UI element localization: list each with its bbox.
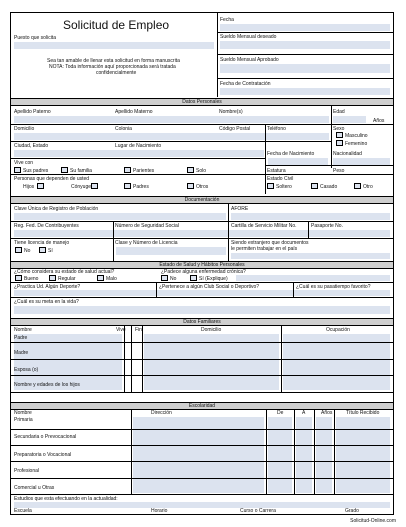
- divider: [294, 409, 295, 494]
- estudios-actuales-field[interactable]: [14, 502, 390, 508]
- colonia-label: Colonia: [115, 126, 132, 132]
- deporte-label: ¿Practica Ud. Algún Deporte?: [14, 284, 81, 290]
- extranjero-field[interactable]: [231, 253, 390, 259]
- divider: [131, 409, 132, 494]
- casado-label: Casado: [320, 184, 338, 190]
- clase-licencia-label: Clase y Número de Licencia: [115, 240, 178, 246]
- sueldo-deseado-label: Sueldo Mensual deseado: [220, 34, 277, 40]
- divider: [314, 409, 315, 494]
- divider: [217, 78, 393, 79]
- femenino-label: Femenino: [345, 141, 368, 147]
- divider: [11, 359, 393, 360]
- licencia-no-label: No: [24, 248, 31, 254]
- regular-checkbox[interactable]: [49, 275, 56, 281]
- note-line-1: Sea tan amable de llenar esta solicitud en forma manuscrita: [47, 58, 180, 64]
- padre-label: Padre: [14, 335, 28, 341]
- section-documentacion: Documentación: [11, 196, 393, 204]
- nacionalidad-label: Nacionalidad: [333, 151, 362, 157]
- divider: [113, 221, 114, 261]
- fam-fin-header: Fin: [135, 327, 142, 333]
- divider: [266, 409, 267, 494]
- conyuge-checkbox[interactable]: [91, 183, 98, 189]
- header-divider: [217, 13, 218, 97]
- divider: [265, 124, 266, 194]
- section-personales: Datos Personales: [11, 98, 393, 106]
- afore-label: AFORE: [231, 206, 249, 212]
- licencia-no-checkbox[interactable]: [15, 247, 22, 253]
- licencia-label: Tiene licencia de manejo: [14, 240, 70, 246]
- su-familia-label: Su familia: [70, 168, 92, 174]
- licencia-si-checkbox[interactable]: [39, 247, 46, 253]
- esc-anos-header: Años: [321, 410, 333, 416]
- sueldo-aprobado-label: Sueldo Mensual Aprobado: [220, 57, 279, 63]
- enfermedad-explique-field[interactable]: [236, 275, 390, 281]
- esposa-label: Esposa (o): [14, 367, 39, 373]
- sueldo-deseado-field[interactable]: [220, 41, 390, 49]
- curso-label: Curso o Carrera: [240, 508, 276, 514]
- club-label: ¿Pertenece a algún Club Social o Deportivo?: [159, 284, 260, 290]
- otro-checkbox[interactable]: [354, 183, 361, 189]
- apellido-paterno-label: Apellido Paterno: [14, 109, 51, 115]
- divider: [11, 461, 393, 462]
- section-escolaridad: Escolaridad: [11, 402, 393, 410]
- divider: [11, 124, 393, 125]
- fam-domicilio-header: Domicilio: [201, 327, 222, 333]
- fam-nombre-header: Nombre: [14, 327, 32, 333]
- enfermedad-no-label: No: [170, 276, 177, 282]
- estudios-actuales-label: Estudios que esta efectuando en la actualidad:: [14, 496, 118, 502]
- divider: [331, 106, 332, 168]
- comercial-label: Comercial u Otras: [14, 485, 55, 491]
- divider: [334, 409, 335, 494]
- telefono-label: Teléfono: [267, 126, 286, 132]
- otros-checkbox[interactable]: [187, 183, 194, 189]
- horario-label: Horario: [151, 508, 168, 514]
- esc-de-header: De: [277, 410, 284, 416]
- divider: [11, 141, 331, 142]
- estado-civil-label: Estado Civil: [267, 176, 294, 182]
- enfermedad-label: ¿Padece alguna enfermedad crónica?: [161, 269, 246, 275]
- enfermedad-si-checkbox[interactable]: [190, 275, 197, 281]
- domicilio-field[interactable]: [14, 133, 329, 140]
- deporte-club-field[interactable]: [14, 290, 390, 296]
- anos-label: Años: [373, 118, 385, 124]
- footer-site: Solicitud-Online.com: [350, 518, 396, 524]
- casado-checkbox[interactable]: [311, 183, 318, 189]
- soltero-checkbox[interactable]: [267, 183, 274, 189]
- malo-checkbox[interactable]: [97, 275, 104, 281]
- divider: [228, 221, 229, 261]
- divider: [11, 282, 393, 283]
- domicilio-label: Domicilio: [14, 126, 35, 132]
- masculino-label: Masculino: [345, 133, 368, 139]
- edad-label: Edad: [333, 109, 345, 115]
- nss-label: Número de Seguridad Social: [115, 223, 179, 229]
- hijos-checkbox[interactable]: [37, 183, 44, 189]
- curp-field[interactable]: [14, 213, 226, 220]
- puesto-label: Puesto que solicita: [14, 35, 56, 41]
- divider: [156, 282, 157, 297]
- enfermedad-no-checkbox[interactable]: [161, 275, 168, 281]
- fecha-contratacion-label: Fecha de Contratación: [220, 81, 271, 87]
- nombres-label: Nombre(s): [219, 109, 243, 115]
- fecha-label: Fecha: [220, 17, 234, 23]
- note-line-3: confidencialmente: [96, 70, 137, 76]
- divider: [265, 165, 393, 166]
- divider: [293, 282, 294, 297]
- lugar-nacimiento-label: Lugar de Nacimiento: [115, 143, 162, 149]
- hijos-label: Hijos: [23, 184, 35, 190]
- fam-vive-header: Vive: [116, 327, 126, 333]
- meta-label: ¿Cuál es su meta en la vida?: [14, 299, 79, 305]
- salud-actual-label: ¿Cómo considera su estado de salud actual?: [14, 269, 115, 275]
- divider: [11, 494, 393, 495]
- esc-nombre-header: Nombre: [14, 410, 32, 416]
- soltero-label: Soltero: [276, 184, 292, 190]
- nombre-completo-field[interactable]: [14, 116, 329, 123]
- divider: [217, 54, 393, 55]
- vive-con-label: Vive con: [14, 160, 34, 166]
- divider: [11, 221, 393, 222]
- divider: [11, 392, 393, 393]
- solo-checkbox[interactable]: [187, 167, 194, 173]
- parientes-label: Parientes: [133, 168, 155, 174]
- fecha-nacimiento-label: Fecha de Nacimiento: [267, 151, 315, 157]
- conyuge-label: Cónyuge: [71, 184, 92, 190]
- ciudad-label: Ciudad, Estado: [14, 143, 49, 149]
- preparatoria-label: Preparatoria o Vocacional: [14, 452, 72, 458]
- puesto-field[interactable]: [14, 42, 214, 49]
- pasaporte-label: Pasaporte No.: [311, 223, 343, 229]
- rfc-nss-field[interactable]: [14, 230, 390, 237]
- regular-label: Regular: [58, 276, 76, 282]
- parientes-checkbox[interactable]: [124, 167, 131, 173]
- meta-field[interactable]: [14, 306, 390, 314]
- clase-licencia-field[interactable]: [116, 247, 226, 255]
- nacionalidad-field[interactable]: [333, 158, 390, 165]
- edad-field[interactable]: [333, 116, 366, 123]
- cartilla-label: Cartilla de Servicio Militar No.: [231, 223, 297, 229]
- divider: [11, 478, 393, 479]
- grado-label: Grado: [345, 508, 359, 514]
- divider: [11, 238, 393, 239]
- femenino-checkbox[interactable]: [336, 140, 343, 146]
- primaria-label: Primaria: [14, 417, 33, 423]
- dependen-label: Personas que dependen de usted: [14, 176, 90, 182]
- secundaria-label: Secundaria o Prevocacional: [14, 434, 77, 440]
- esc-titulo-header: Título Recibido: [346, 410, 380, 416]
- peso-label: Peso: [333, 168, 345, 174]
- sueldo-aprobado-field[interactable]: [220, 64, 390, 73]
- divider: [11, 429, 393, 430]
- form-title: Solicitud de Empleo: [63, 18, 170, 32]
- malo-label: Malo: [106, 276, 117, 282]
- fam-ocupacion-header: Ocupación: [326, 327, 350, 333]
- application-form: [10, 12, 394, 515]
- curp-label: Clave Única de Registro de Población: [14, 206, 99, 212]
- padres-label: Padres: [133, 184, 149, 190]
- sexo-label: Sexo: [333, 126, 345, 132]
- escuela-label: Escuela: [14, 508, 32, 514]
- sus-padres-checkbox[interactable]: [14, 167, 21, 173]
- madre-label: Madre: [14, 350, 29, 356]
- rfc-label: Reg. Fed. De Contribuyentes: [14, 223, 79, 229]
- pasatiempo-label: ¿Cuál es su pasatiempo favorito?: [296, 284, 371, 290]
- divider: [308, 221, 309, 238]
- divider: [228, 203, 229, 221]
- divider: [11, 375, 393, 376]
- hijos-nombres-label: Nombre y edades de los hijos: [14, 382, 80, 388]
- otro-label: Otro: [363, 184, 373, 190]
- esc-a-header: A: [302, 410, 306, 416]
- apellido-materno-label: Apellido Materno: [115, 109, 153, 115]
- masculino-checkbox[interactable]: [336, 132, 343, 138]
- divider: [11, 158, 265, 159]
- divider: [217, 32, 393, 33]
- extranjero-label-1: Siendo extranjero que documentos: [231, 240, 309, 246]
- divider: [11, 174, 393, 175]
- fecha-nacimiento-field[interactable]: [268, 158, 328, 165]
- section-salud: Estado de Salud y Hábitos Personales: [11, 261, 393, 269]
- divider: [11, 297, 393, 298]
- otros-label: Otros: [196, 184, 209, 190]
- section-familiares: Datos Familiares: [11, 318, 393, 326]
- extranjero-label-2: le permiten trabajar en el país: [231, 246, 298, 252]
- divider: [11, 342, 393, 343]
- sus-padres-label: Sus padres: [23, 168, 49, 174]
- licencia-si-label: Sí: [48, 248, 53, 254]
- fecha-field[interactable]: [220, 24, 390, 31]
- padres-checkbox[interactable]: [124, 183, 131, 189]
- divider: [11, 445, 393, 446]
- codigo-postal-label: Código Postal: [219, 126, 251, 132]
- fecha-contratacion-field[interactable]: [220, 88, 390, 95]
- solo-label: Solo: [196, 168, 207, 174]
- bueno-checkbox[interactable]: [15, 275, 22, 281]
- afore-field[interactable]: [231, 213, 390, 220]
- enfermedad-si-label: Sí (Explique): [199, 276, 228, 282]
- esc-direccion-header: Dirección: [151, 410, 172, 416]
- estatura-label: Estatura: [267, 168, 286, 174]
- profesional-label: Profesional: [14, 468, 40, 474]
- note-line-2: NOTA: Toda información aquí proporcionada será tratada: [49, 64, 176, 70]
- su-familia-checkbox[interactable]: [61, 167, 68, 173]
- bueno-label: Bueno: [24, 276, 39, 282]
- ciudad-field[interactable]: [14, 150, 264, 157]
